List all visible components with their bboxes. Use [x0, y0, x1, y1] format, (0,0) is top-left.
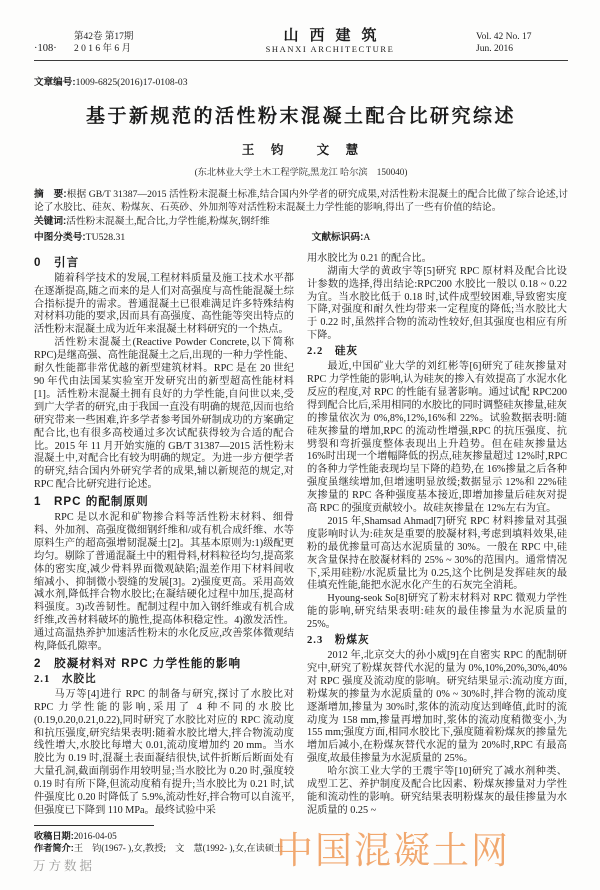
article-number-row [34, 74, 568, 88]
received-date-label: 收稿日期: [34, 830, 74, 841]
body-paragraph: 2015 年,Shamsad Ahmad[7]研究 RPC 材料掺量对其强度影响时认为:硅灰是重要的胶凝材料,考虑到填料效果,硅粉的最优掺量可高达水泥质量的 30%。一般在 RPC 中,硅灰含量保持在胶凝材料的 25% ~ 30%的范围内。通常情况下,采用硅粉/水泥质量比为 0.25,这个比例是发挥硅灰的最佳填充性能,能把水泥水化产生的石灰完全消耗。 [307, 515, 567, 592]
section-heading-2: 2 胶凝材料对 RPC 力学性能的影响 [34, 657, 242, 670]
section-heading-1: 1 RPC 的配制原则 [34, 495, 149, 509]
section-heading-0: 0 引言 [34, 255, 80, 269]
author-line [34, 140, 568, 158]
abstract-label: 摘 要: [34, 189, 67, 200]
body-paragraph: RPC 是以水泥和矿物掺合料等活性粉末材料、细骨料、外加剂、高强度微细钢纤维和/或有机合成纤维、水等原料生产的超高强增韧混凝土[2]。其基本原则为:1)级配更均匀。剔除了普通混凝土中的粗骨料,材料粒径均匀,提高浆体的密实度,减少骨料界面微观缺陷;温差作用下材料间收缩减小、抑制微小裂缝的发展[3]。2)强度更高。采用高效减水剂,降低拌合物水胶比;在凝结硬化过程中加压,提高材料强度。3)改善韧性。配制过程中加入钢纤维或有机合成纤维,改善材料破坏的脆性,提高体积稳定性。4)激发活性。通过高温热养护加速活性粉末的水化反应,改善浆体微观结构,降低孔隙率。 [34, 512, 294, 653]
body-paragraph: 马万等[4]进行 RPC 的制备与研究,探讨了水胶比对 RPC 力学性能的影响,采用了 4 种不同的水胶比(0.19,0.20,0.21,0.22),同时研究了水胶比对应的 RPC 流动度和抗压强度,研究结果表明:随着水胶比增大,拌合物流动度线性增大,水胶比每增大 0.01,流动度增加约 20 mm。当水胶比为 0.19 时,混凝土表面凝结很快,试件折断后断面处有大量孔洞,截面削弱作用较明显;当水胶比为 0.20 时,强度较 0.19 时有所下降,但流动度稍有提升;当水胶比为 0.21 时,试件强度比 0.20 时降低了 5.9%,流动性好,拌合物可以自流平,但强度已下降到 110 MPa。最终试验中采 [34, 688, 294, 816]
issue-date-cn: 2 0 1 6 年 6 月 [74, 44, 132, 54]
doc-code-label: 文献标识码: [311, 231, 364, 243]
body-paragraph: 湖南大学的黄政宇等[5]研究 RPC 原材料及配合比设计参数的选择,得出结论:RPC200 水胶比一般以 0.18 ~ 0.22 为宜。当水胶比低于 0.18 时,试件成型较困难,导致密实度下降,对强度和耐久性均带来一定程度的降低;当水胶比大于 0.22 时,虽然拌合物的流动性较好,但其强度也相应有所下降。 [307, 265, 567, 342]
clc-code: TU528.31 [85, 231, 126, 243]
right-column [307, 253, 567, 855]
journal-title-cn: 山西建筑 [283, 28, 388, 44]
keywords-row [34, 215, 568, 228]
subsection-heading-2-3: 2.3 粉煤灰 [307, 635, 370, 647]
author-bio-line [34, 842, 294, 855]
clc-cell [34, 231, 312, 244]
clc-label: 中图分类号: [34, 231, 86, 243]
header-center [184, 30, 476, 55]
author-bio-text: 王 钧(1967- ),女,教授; 文 慧(1992- ),女,在读硕士 [73, 843, 284, 854]
subsection-heading-2-2: 2.2 硅灰 [307, 346, 359, 358]
keywords-label: 关键词: [34, 216, 67, 228]
classification-row [34, 231, 568, 244]
concrete-net-watermark: 中国混凝土网 [276, 831, 510, 872]
body-paragraph: 最近,中国矿业大学的刘红彬等[6]研究了硅灰掺量对 RPC 力学性能的影响,认为硅灰的掺入有效提高了水泥水化反应的程度,对 RPC 的性能有显著影响。通过试配 RPC200 得到配合比后,采用相同的水胶比的同时调整硅灰掺量,硅灰的掺量依次为 0%,8%,12%,16%和 22%。试验数据表明:随硅灰掺量的增加,RPC 的流动性增强,RPC 的抗压强度、抗劈裂和弯折强度整体表现出上升趋势。但在硅灰掺量达 16%时出现一个增幅降低的拐点,硅灰掺量超过 12%时,RPC 的各种力学性能表现均呈下降的趋势,在 16%掺量之后各种强度虽继续增加,但增速明显放缓;数据显示 12%和 22%硅灰掺量的 RPC 各种强度基本接近,即增加掺量后硅灰对提高 RPC 的强度贡献较小。故硅灰掺量在 12%左右为宜。 [307, 361, 567, 515]
page-number: ·108· [34, 43, 57, 54]
body-paragraph: 随着科学技术的发展,工程材料质量及施工技术水平都在逐渐提高,随之而来的是人们对高强度与高性能混凝土综合指标提升的需求。普通混凝土已很难满足许多特殊结构对材料功能的要求,因而具有高强度、高性能等突出特点的活性粉末混凝土成为近年来混凝土材料研究的一个热点。 [34, 272, 294, 336]
keywords-text: 活性粉末混凝土,配合比,力学性能,粉煤灰,钢纤维 [66, 216, 270, 228]
body-paragraph: 2012 年,北京交大的孙小威[9]在自密实 RPC 的配制研究中,研究了粉煤灰替代水泥的量为 0%,10%,20%,30%,40%对 RPC 强度及流动度的影响。研究结果显示:流动度方面,粉煤灰的掺量为水泥质量的 0% ~ 30%时,拌合物的流动度逐渐增加,掺量为 30%时,浆体的流动度达到峰值,此时的流动度为 158 mm,掺量再增加时,浆体的流动度稍微变小,为 155 mm;强度方面,相同水胶比下,强度随着粉煤灰的掺量先增加后减小,在粉煤灰替代水泥的量为 20%时,RPC 有最高强度,故最佳掺量为水泥质量的 25%。 [307, 650, 567, 765]
doc-code-cell [312, 231, 371, 244]
abstract-block [34, 188, 568, 214]
abstract-text: 根据 GB/T 31387—2015 活性粉末混凝土标准,结合国内外学者的研究成果,对活性粉末混凝土的配合比做了综合论述,讨论了水胶比、硅灰、粉煤灰、石英砂、外加剂等对活性粉末混凝土力学性能的影响,得出了一些有价值的结论。 [34, 189, 568, 214]
header-right [476, 31, 568, 55]
paper-title: 基于新规范的活性粉末混凝土配合比研究综述 [85, 106, 516, 127]
header-left [34, 31, 184, 55]
author-1: 王 钧 [241, 143, 286, 157]
issue-date-en: Jun. 2016 [476, 44, 513, 54]
author-2: 文 慧 [316, 143, 361, 157]
wanfang-data-mark: 万方数据 [33, 859, 96, 873]
left-column [34, 253, 294, 855]
body-paragraph: 用水胶比为 0.21 的配合比。 [307, 252, 432, 264]
volume-issue-cn: 第42卷 第17期 [74, 32, 134, 42]
body-paragraph: 活性粉末混凝土(Reactive Powder Concrete,以下简称 RPC)是继高强、高性能混凝土之后,出现的一种力学性能、耐久性能都非常优越的新型建筑材料。RPC 是在 20 世纪 90 年代由法国某实验室开发研究出的新型超高性能材料[1]。活性粉末混凝土拥有良好的力学性能,自问世以来,受到广大学者的研究,由于我国一直没有明确的规范,因而也给研究带来一些困难,许多学者参考国外研制成功的方案确定配合比,也有很多高校通过多次试配获得较为合适的配合比。2015 年 11 月开始实施的 GB/T 31387—2015 活性粉末混凝土中,对配合比有较为明确的规定。为进一步方便学者的研究,结合国内外研究学者的成果,辅以新规范的规定,对 RPC 配合比研究进行论述。 [34, 337, 294, 491]
footnote-block [34, 825, 294, 855]
subsection-heading-2-1: 2.1 水胶比 [34, 673, 97, 685]
received-date-value: 2016-04-05 [73, 830, 117, 841]
author-bio-label: 作者简介: [34, 843, 74, 854]
doc-code-value: A [363, 231, 371, 243]
journal-header [34, 30, 568, 55]
volume-en: Vol. 42 No. 17 [476, 32, 532, 42]
journal-title-en: SHANXI ARCHITECTURE [265, 44, 395, 54]
body-columns [34, 253, 568, 855]
article-number-label: 文章编号: [34, 77, 76, 88]
affiliation: (东北林业大学土木工程学院,黑龙江 哈尔滨 150040) [194, 167, 408, 177]
footnote-divider [34, 825, 154, 826]
article-number-value: 1009-6825(2016)17-0108-03 [75, 77, 188, 88]
header-divider [34, 60, 568, 61]
body-paragraph: 哈尔滨工业大学的王震宇等[10]研究了减水剂种类、成型工艺、养护制度及配合比因素、粉煤灰掺量对力学性能和流动性的影响。研究结果表明粉煤灰的最佳掺量为水泥质量的 0.25 ~ [307, 766, 567, 816]
body-paragraph: Hyoung-seok So[8]研究了粉末材料对 RPC 微观力学性能的影响,研究结果表明:硅灰的最佳掺量为水泥质量的 25%。 [307, 593, 567, 631]
received-date-line [34, 830, 294, 843]
